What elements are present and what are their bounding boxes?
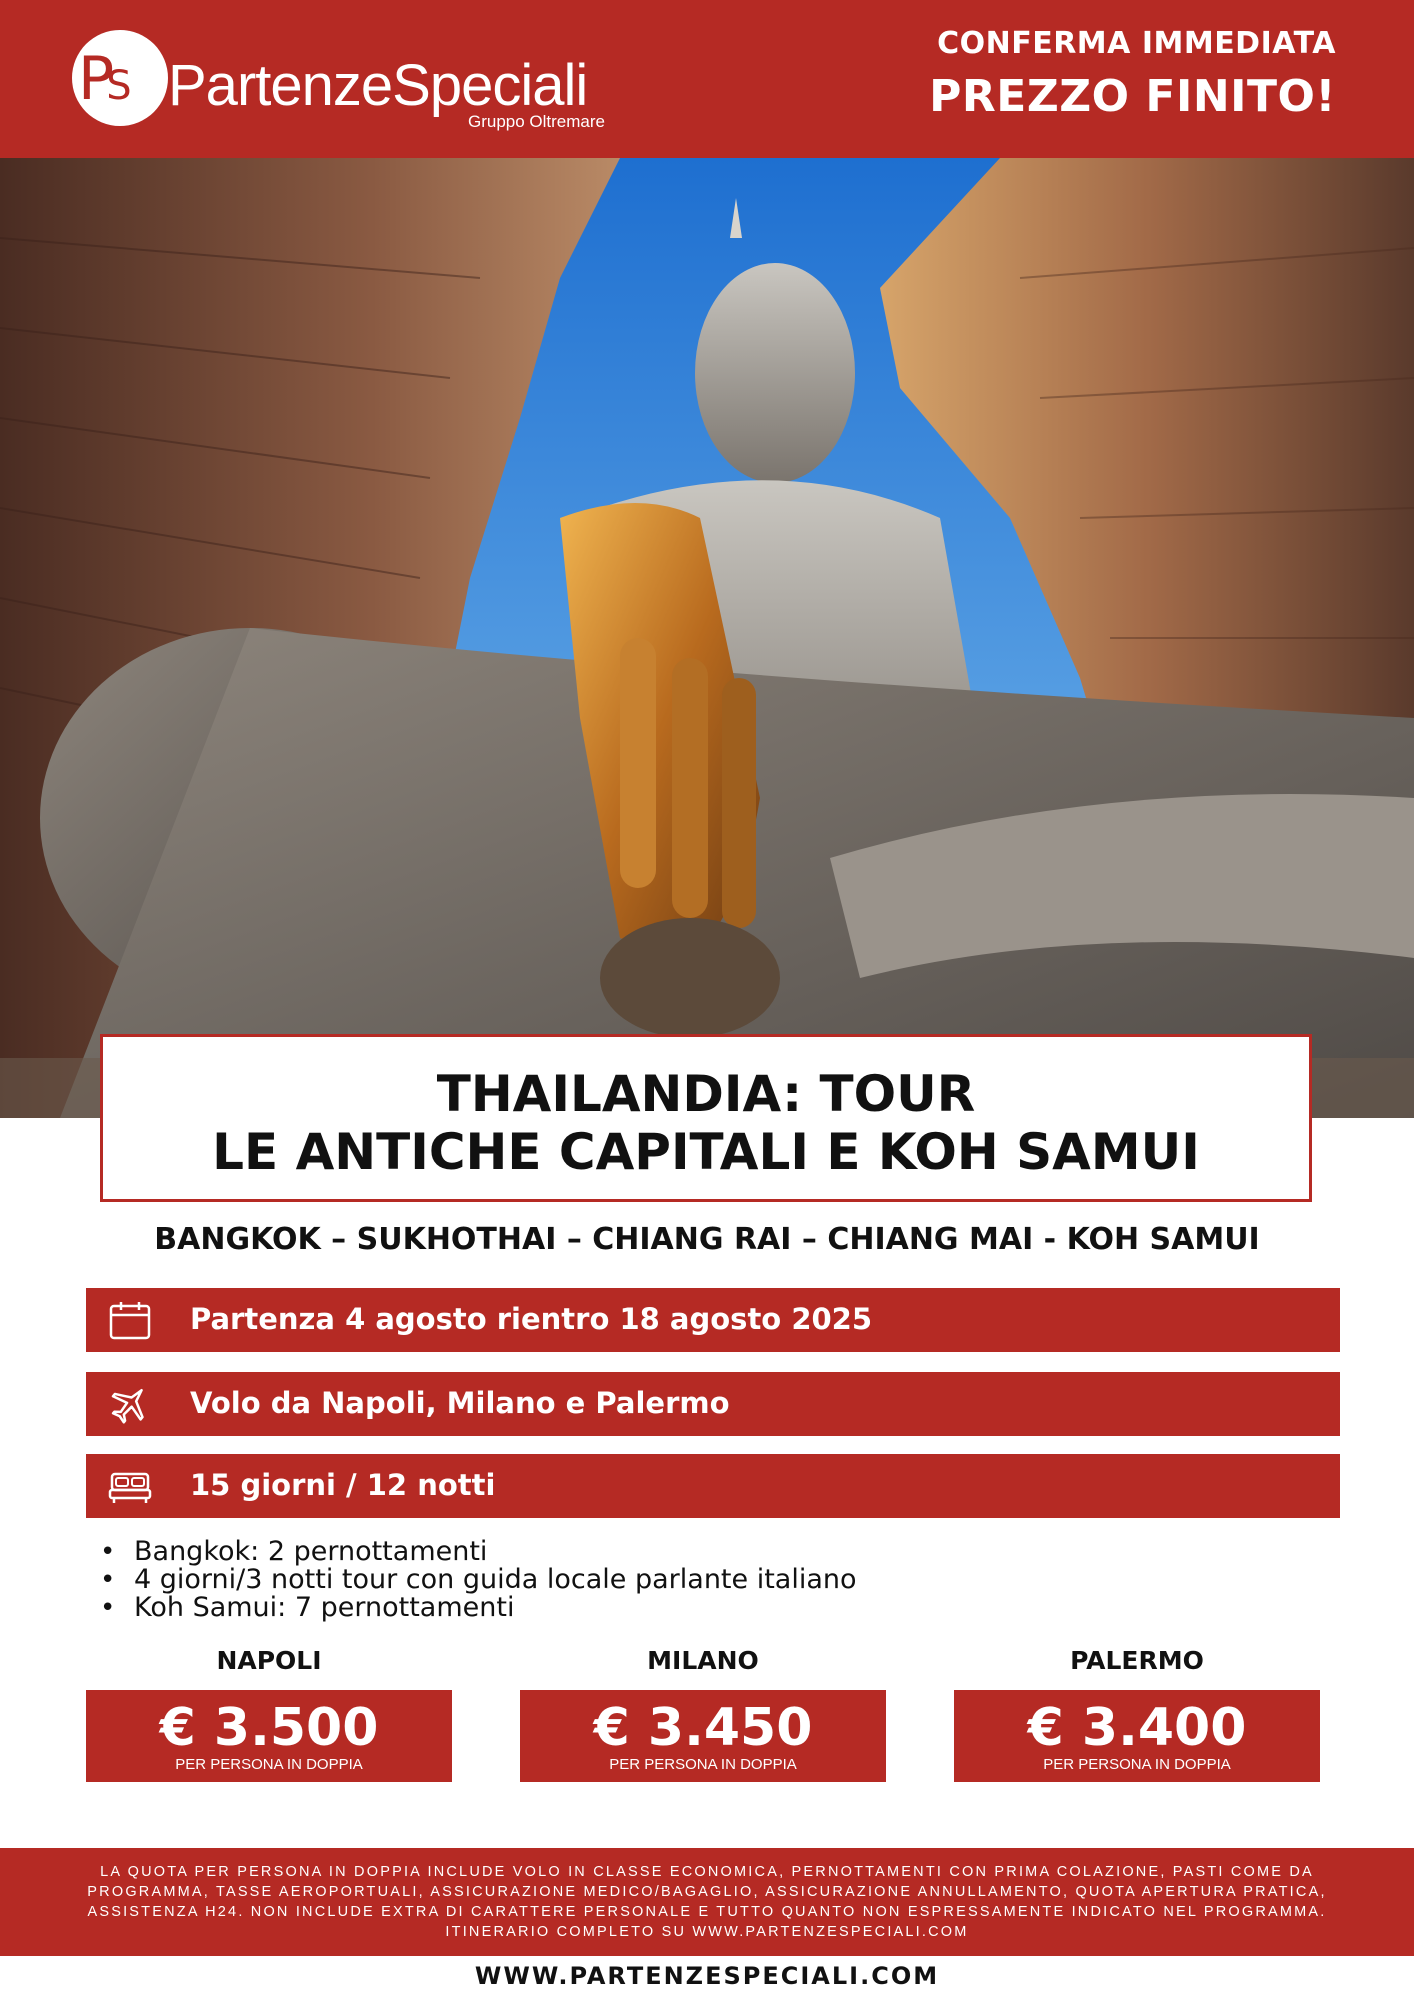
website-link[interactable]: WWW.PARTENZESPECIALI.COM (474, 1962, 940, 1990)
brand-logo[interactable] (72, 30, 712, 130)
price-box-milano (520, 1690, 886, 1782)
hero-photo (0, 158, 1414, 1118)
duration-bar (86, 1454, 1340, 1518)
flight-bar (86, 1372, 1340, 1436)
price-note: PER PERSONA IN DOPPIA (609, 1756, 797, 1773)
duration-text: 15 giorni / 12 notti (190, 1468, 496, 1502)
price-box-palermo (954, 1690, 1320, 1782)
airplane-icon (108, 1384, 152, 1424)
itinerary-list (96, 1538, 857, 1622)
tour-title-line1: THAILANDIA: TOUR (436, 1065, 976, 1123)
price-box-napoli (86, 1690, 452, 1782)
final-price-text: PREZZO FINITO! (929, 71, 1336, 122)
tour-title-box (100, 1034, 1312, 1202)
list-item: • 4 giorni/3 notti tour con guida locale parlante italiano (96, 1566, 857, 1594)
price-note: PER PERSONA IN DOPPIA (1043, 1756, 1231, 1773)
price-city-milano: MILANO (647, 1646, 759, 1675)
terms-note: LA QUOTA PER PERSONA IN DOPPIA INCLUDE VOLO IN CLASSE ECONOMICA, PERNOTTAMENTI CON PRIMA COLAZIONE, PASTI COME DA PROGRAMMA, TASSE AEROPORTUALI, ASSICURAZIONE MEDICO/BAGAGLIO, ASSICURAZIONE ANNULLAMENTO, QUOTA APERTURA PRATICA, ASSISTENZA H24. NON INCLUDE EXTRA DI CARATTERE PERSONALE E TUTTO QUANTO NON ESPRESSAMENTE INDICATO NEL PROGRAMMA. ITINERARIO COMPLETO SU WWW.PARTENZESPECIALI.COM (0, 1848, 1414, 1956)
price-city-palermo: PALERMO (1070, 1646, 1204, 1675)
confirmation-text: CONFERMA IMMEDIATA (937, 26, 1336, 61)
calendar-icon (108, 1300, 152, 1340)
logo-monogram: PS (78, 44, 124, 114)
logo-circle (72, 30, 168, 126)
list-item: • Bangkok: 2 pernottamenti (96, 1538, 857, 1566)
price-value: € 3.400 (1027, 1698, 1247, 1758)
flight-text: Volo da Napoli, Milano e Palermo (190, 1386, 730, 1420)
departure-bar (86, 1288, 1340, 1352)
departure-text: Partenza 4 agosto rientro 18 agosto 2025 (190, 1302, 873, 1336)
list-item: • Koh Samui: 7 pernottamenti (96, 1594, 857, 1622)
price-value: € 3.450 (593, 1698, 813, 1758)
header-badge (929, 26, 1336, 122)
tour-route: BANGKOK – SUKHOTHAI – CHIANG RAI – CHIANG MAI - KOH SAMUI (154, 1222, 1260, 1257)
logo-subtitle: Gruppo Oltremare (468, 112, 605, 131)
header-banner (0, 0, 1414, 158)
tour-title-line2: LE ANTICHE CAPITALI E KOH SAMUI (212, 1123, 1200, 1181)
price-note: PER PERSONA IN DOPPIA (175, 1756, 363, 1773)
price-city-napoli: NAPOLI (216, 1646, 322, 1675)
price-value: € 3.500 (159, 1698, 379, 1758)
bed-icon (108, 1466, 152, 1506)
logo-wordmark: PartenzeSpeciali (168, 53, 588, 118)
